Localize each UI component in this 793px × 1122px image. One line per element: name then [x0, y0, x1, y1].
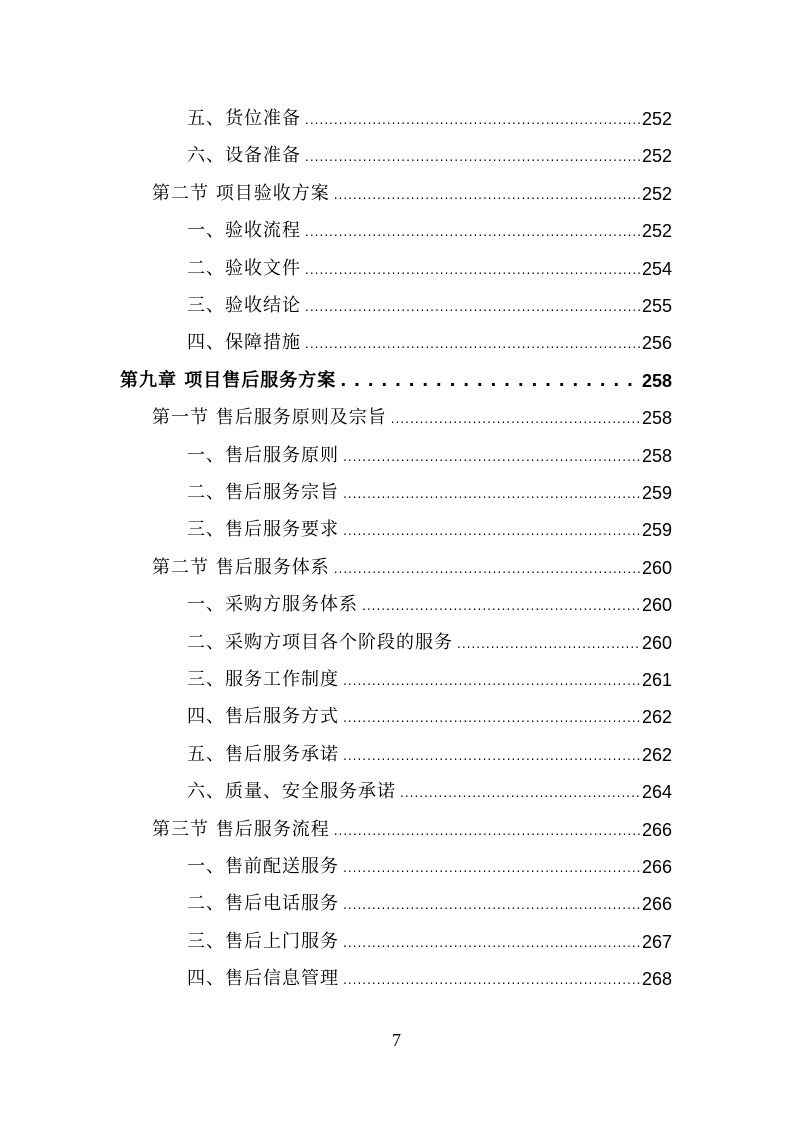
dot-leader [305, 328, 640, 358]
toc-entry-title: 三、售后服务要求 [187, 519, 339, 541]
toc-entry-page: 259 [641, 520, 672, 541]
toc-entry[interactable] [152, 553, 672, 583]
toc-entry-page: 267 [641, 931, 672, 952]
toc-entry-page: 252 [641, 183, 672, 204]
toc-entry-title: 五、货位准备 [187, 108, 301, 129]
toc-entry-page: 266 [641, 857, 672, 877]
toc-entry[interactable] [187, 328, 672, 358]
dot-leader [343, 515, 640, 545]
toc-entry-page: 254 [641, 258, 672, 279]
toc-entry-title: 三、验收结论 [187, 295, 301, 316]
dot-leader [343, 889, 640, 919]
toc-entry-title: 六、设备准备 [187, 145, 301, 167]
toc-entry-page: 260 [641, 557, 672, 578]
toc-entry-page: 252 [641, 146, 672, 167]
toc-entry[interactable] [187, 590, 672, 620]
toc-entry[interactable] [187, 628, 672, 658]
dot-leader [343, 665, 640, 695]
toc-entry[interactable] [187, 141, 672, 171]
toc-entry[interactable] [187, 889, 672, 919]
toc-entry-page: 266 [641, 819, 672, 840]
dot-leader [343, 927, 640, 957]
toc-entry-title: 二、售后电话服务 [187, 893, 339, 915]
toc-entry-title: 第一节 售后服务原则及宗旨 [152, 407, 387, 429]
dot-leader [391, 403, 640, 433]
toc-entry[interactable] [187, 515, 672, 545]
dot-leader [305, 216, 640, 246]
dot-leader [340, 366, 640, 396]
toc-entry[interactable] [187, 254, 672, 284]
toc-entry-title: 一、验收流程 [187, 220, 301, 242]
toc-entry-page: 256 [641, 333, 672, 354]
toc-entry-page: 259 [641, 483, 672, 503]
toc-entry-page: 252 [641, 109, 672, 129]
toc-entry[interactable] [187, 216, 672, 246]
toc-entry-page: 261 [641, 670, 672, 690]
toc-entry-title: 第九章 项目售后服务方案 [120, 369, 337, 391]
toc-entry-page: 260 [641, 632, 672, 653]
dot-leader [343, 702, 640, 732]
dot-leader [334, 553, 640, 583]
dot-leader [400, 777, 640, 807]
toc-entry-page: 266 [641, 894, 672, 915]
toc-entry-title: 第二节 项目验收方案 [152, 182, 330, 204]
dot-leader [343, 964, 640, 994]
toc-entry[interactable] [152, 179, 672, 209]
dot-leader [362, 590, 640, 620]
toc-entry-page: 260 [641, 595, 672, 616]
toc-entry-page: 252 [641, 221, 672, 242]
toc-entry[interactable] [120, 366, 672, 396]
toc-entry-title: 六、质量、安全服务承诺 [187, 781, 396, 803]
dot-leader [343, 740, 640, 770]
toc-entry-title: 一、售后服务原则 [187, 444, 339, 466]
toc-entry-title: 三、售后上门服务 [187, 930, 339, 952]
toc-entry[interactable] [152, 815, 672, 845]
toc-entry[interactable] [152, 403, 672, 433]
toc-entry-title: 三、服务工作制度 [187, 669, 339, 690]
toc-entry-page: 268 [641, 969, 672, 990]
toc-entry[interactable] [187, 104, 672, 134]
toc-entry[interactable] [187, 665, 672, 695]
toc-entry-title: 四、售后信息管理 [187, 968, 339, 990]
toc-entry-title: 二、验收文件 [187, 257, 301, 279]
toc-entry[interactable] [187, 702, 672, 732]
toc-entry[interactable] [187, 964, 672, 994]
dot-leader [305, 254, 640, 284]
dot-leader [305, 104, 640, 134]
toc-entry-title: 一、采购方服务体系 [187, 594, 358, 616]
toc-entry-title: 四、保障措施 [187, 332, 301, 354]
dot-leader [343, 478, 640, 508]
toc-entry-title: 四、售后服务方式 [187, 706, 339, 728]
dot-leader [305, 141, 640, 171]
toc-entry-page: 262 [641, 744, 672, 765]
toc-entry-page: 258 [641, 445, 672, 466]
toc-entry-page: 262 [641, 707, 672, 728]
toc-entry[interactable] [187, 927, 672, 957]
toc-entry[interactable] [187, 852, 672, 882]
page-number: 7 [392, 1030, 401, 1050]
toc-entry-title: 五、售后服务承诺 [187, 743, 339, 765]
toc-entry-title: 二、采购方项目各个阶段的服务 [187, 631, 453, 653]
dot-leader [457, 628, 640, 658]
toc-entry-page: 264 [641, 782, 672, 803]
dot-leader [334, 179, 640, 209]
toc-entry-page: 258 [641, 408, 672, 429]
toc-entry[interactable] [187, 291, 672, 321]
toc-entry-title: 一、售前配送服务 [187, 856, 339, 877]
dot-leader [305, 291, 640, 321]
dot-leader [343, 441, 640, 471]
toc-entry-title: 第二节 售后服务体系 [152, 556, 330, 578]
toc-entry[interactable] [187, 441, 672, 471]
toc-entry[interactable] [187, 740, 672, 770]
toc-entry-title: 第三节 售后服务流程 [152, 818, 330, 840]
dot-leader [334, 815, 640, 845]
dot-leader [343, 852, 640, 882]
toc-entry-page: 258 [641, 370, 672, 391]
toc-entry-title: 二、售后服务宗旨 [187, 482, 339, 503]
toc-entry[interactable] [187, 777, 672, 807]
toc-entry-page: 255 [641, 296, 672, 316]
toc-entry[interactable] [187, 478, 672, 508]
